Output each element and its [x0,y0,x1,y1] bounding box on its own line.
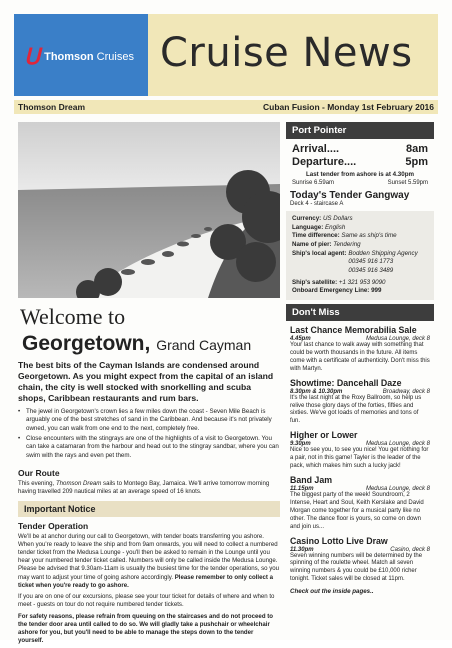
inside-pages-note: Check out the inside pages.. [290,588,374,596]
ship-name: Thomson Dream [18,102,86,112]
notice-paragraph: If you are on one of our excursions, please see your tour ticket for details of where and when to meet - guests on tour do not require numbered tender tickets. [18,593,275,609]
event-item: Casino Lotto Live Draw 11.30pm Casino, deck 8 Seven winning numbers will be determined by the spinning of the roulette wheel. Match all seven winning numbers & you could be £10,000 richer tonight. Ticket sales will be closed at 11pm. [290,535,430,583]
last-tender: Last tender from ashore is at 4.30pm [306,171,414,178]
brand-panel [14,14,148,96]
event-item: Band Jam 11.15pm Medusa Lounge, deck 8 The biggest party of the week! Soundroom, 2 Intense, Heart and Soul, Keith Kerslake and David Morgan come together for a musical party like no other. The dance floor is yours, so come on down and join us... [290,475,430,530]
arrival-row: Arrival.... 8am [292,143,428,155]
port-pointer-heading: Port Pointer [286,122,434,139]
route-text: This evening, Thomson Dream sails to Montego Bay, Jamaica. We'll arrive tomorrow morning having travelled 209 nautical miles at an average speed of 16 knots. [18,480,270,496]
gangway-location: Deck 4 - staircase A [290,201,344,207]
port-info: Currency: US Dollars Language: English Time difference: Same as ship's time Name of pier: Tendering Ship's local agent: Bodden Shipping Agency 00345 916 1773 00345 916 3489 Ship's satellite: +1 321 953 9090 Onboard Emergency Line: 999 [286,211,434,300]
route-heading: Our Route [18,468,60,479]
gangway-title: Today's Tender Gangway [290,190,410,201]
page-title: Cruise News [160,30,413,76]
header [14,14,438,96]
masthead [148,14,438,96]
list-item: • Close encounters with the stingrays are one of the highlights of a visit to Georgetown. You can take a catamaran from the harbour and head out to the stingray sandbar, where you can swim with the rays and even pet them. [18,435,280,460]
smile-logo-icon: ᑌ [24,44,41,69]
departure-row: Departure.... 5pm [292,156,428,168]
thomson-logo [24,46,134,68]
notice-subheading: Tender Operation [18,520,89,531]
brand-name: Thomson Cruises [44,51,134,63]
event-item: Showtime: Dancehall Daze 8.30pm & 10.30pm Broadway, deck 8 It's the last night at the Roxy Ballroom, so help us relive those glory days of the forties, fifties and sixties. We've got loads of memories and tons of fun. [290,377,430,425]
notice-heading: Important Notice [18,501,280,517]
welcome-kicker: Welcome to [20,304,126,329]
edition-date: Cuban Fusion - Monday 1st February 2016 [263,102,434,112]
welcome-lead: The best bits of the Cayman Islands are condensed around Georgetown. As you might expect from the capital of an island chain, the city is well stocked with snorkelling and scuba shops, Caribbean restaurants and rum bars. [18,360,274,403]
event-item: Last Chance Memorabilia Sale 4.45pm Medusa Lounge, deck 8 Your last chance to walk away with something that could be worth thousands in the future. All items come with a certificate of authenticity. Don't miss this with Martyn. [290,325,430,372]
sidebar [286,122,434,595]
beach-photo [18,122,280,298]
event-item: Higher or Lower 9.30pm Medusa Lounge, deck 8 Nice to see you, to see you nice! You get nothing for a pair, not in this game! Tayler is the leader of the pack, which makes him such a lucky jack! [290,430,430,470]
welcome-column [18,302,280,648]
notice-paragraph: We'll be at anchor during our call to Georgetown, with tender boats transferring you ashore. When you're ready to leave the ship and from 9am onwards, you will need to collect a numbered tender ticket from the Medusa Lounge - you'll then be asked to remain in the Lounge until you hear your numbered tender ticket called. Numbers will only be called inside the Medusa Lounge. Please be advised that 9.30am-11am is usually the busiest time for the tender operations, so you may want to adjust your time of going ashore accordingly. Please remember to only collect a ticket when you're ready to go ashore. [18,532,280,589]
list-item: • The jewel in Georgetown's crown lies a few miles down the coast - Seven Mile Beach is arguably one of the best stretches of sand in the Caribbean. And because it's not privately owned, you can walk from one end to the next, completely free. [18,408,280,433]
destination-title: Georgetown, Grand Cayman [22,332,252,355]
dont-miss-heading: Don't Miss [286,304,434,321]
sun-times: Sunrise 6.59am Sunset 5.59pm [292,180,428,186]
notice-paragraph: For safety reasons, please refrain from queuing on the staircases and do not proceed to the tender door area until called to do so. We will gladly take a pushchair or wheelchair ashore for you, but you'll need to be able to manage the steps down to the tender yourself. [18,612,273,645]
edition-bar [14,100,438,114]
